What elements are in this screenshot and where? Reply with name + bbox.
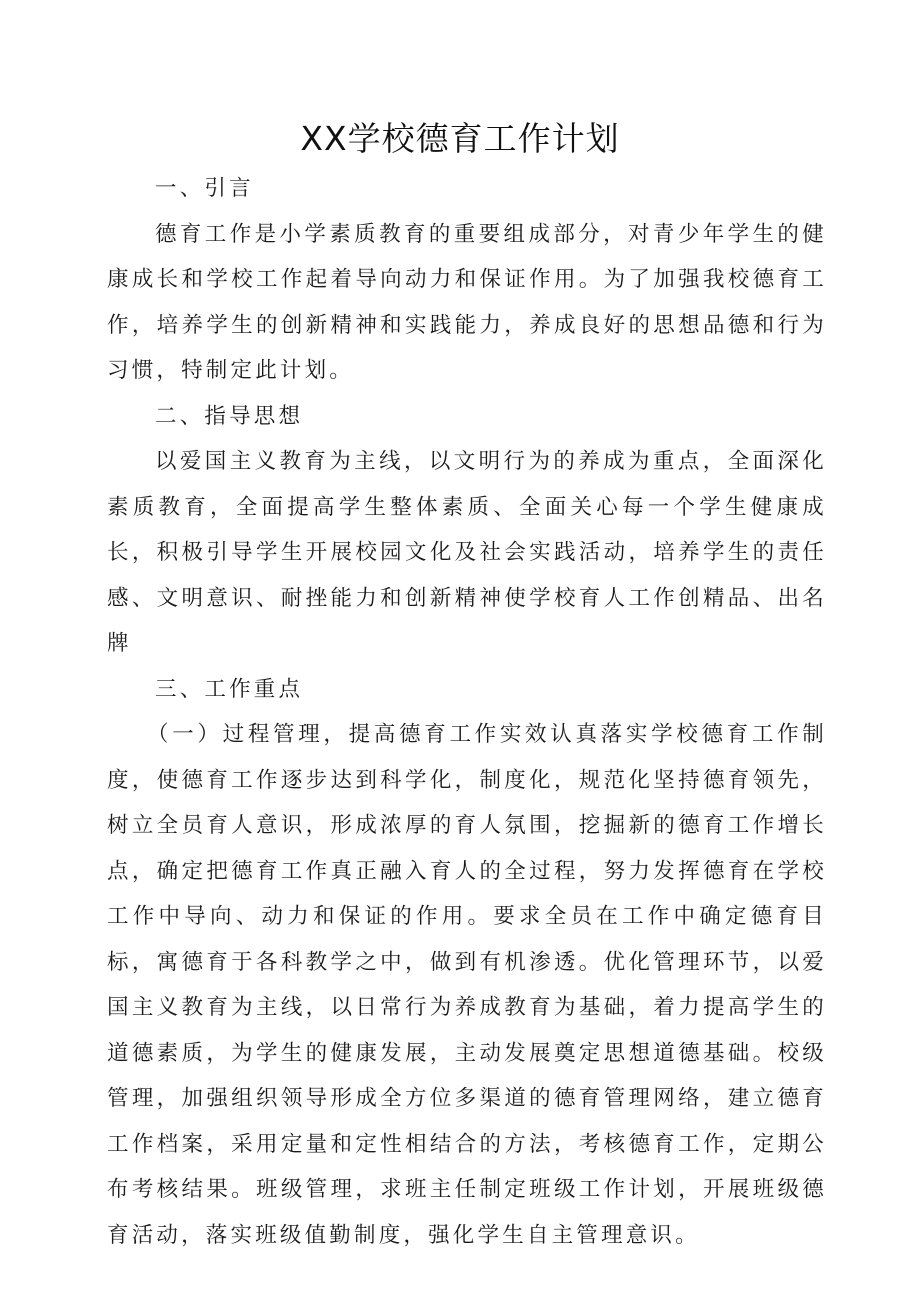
document-body — [107, 166, 827, 1258]
section-paragraph-guiding-ideology: 以爱国主义教育为主线，以文明行为的养成为重点，全面深化素质教育，全面提高学生整体素质、全面关心每一个学生健康成长，积极引导学生开展校园文化及社会实践活动，培养学生的责任感、文明意识、耐挫能力和创新精神使学校育人工作创精品、出名牌 — [107, 449, 827, 656]
section-heading-introduction: 一、引言 — [155, 176, 254, 201]
section-paragraph-introduction: 德育工作是小学素质教育的重要组成部分，对青少年学生的健康成长和学校工作起着导向动力和保证作用。为了加强我校德育工作，培养学生的创新精神和实践能力，养成良好的思想品德和行为习惯，特制定此计划。 — [107, 221, 827, 383]
document-title: XX学校德育工作计划 — [300, 119, 620, 158]
section-paragraph-work-focus: （一）过程管理，提高德育工作实效认真落实学校德育工作制度，使德育工作逐步达到科学化，制度化，规范化坚持德育领先，树立全员育人意识，形成浓厚的育人氛围，挖掘新的德育工作增长点，确定把德育工作真正融入育人的全过程，努力发挥德育在学校工作中导向、动力和保证的作用。要求全员在工作中确定德育目标，寓德育于各科教学之中，做到有机渗透。优化管理环节，以爱国主义教育为主线，以日常行为养成教育为基础，着力提高学生的道德素质，为学生的健康发展，主动发展奠定思想道德基础。校级管理，加强组织领导形成全方位多渠道的德育管理网络，建立德育工作档案，采用定量和定性相结合的方法，考核德育工作，定期公布考核结果。班级管理，求班主任制定班级工作计划，开展班级德育活动，落实班级值勤制度，强化学生自主管理意识。 — [107, 722, 827, 1248]
section-heading-work-focus: 三、工作重点 — [155, 676, 304, 702]
section-heading-guiding-ideology: 二、指导思想 — [155, 403, 304, 429]
